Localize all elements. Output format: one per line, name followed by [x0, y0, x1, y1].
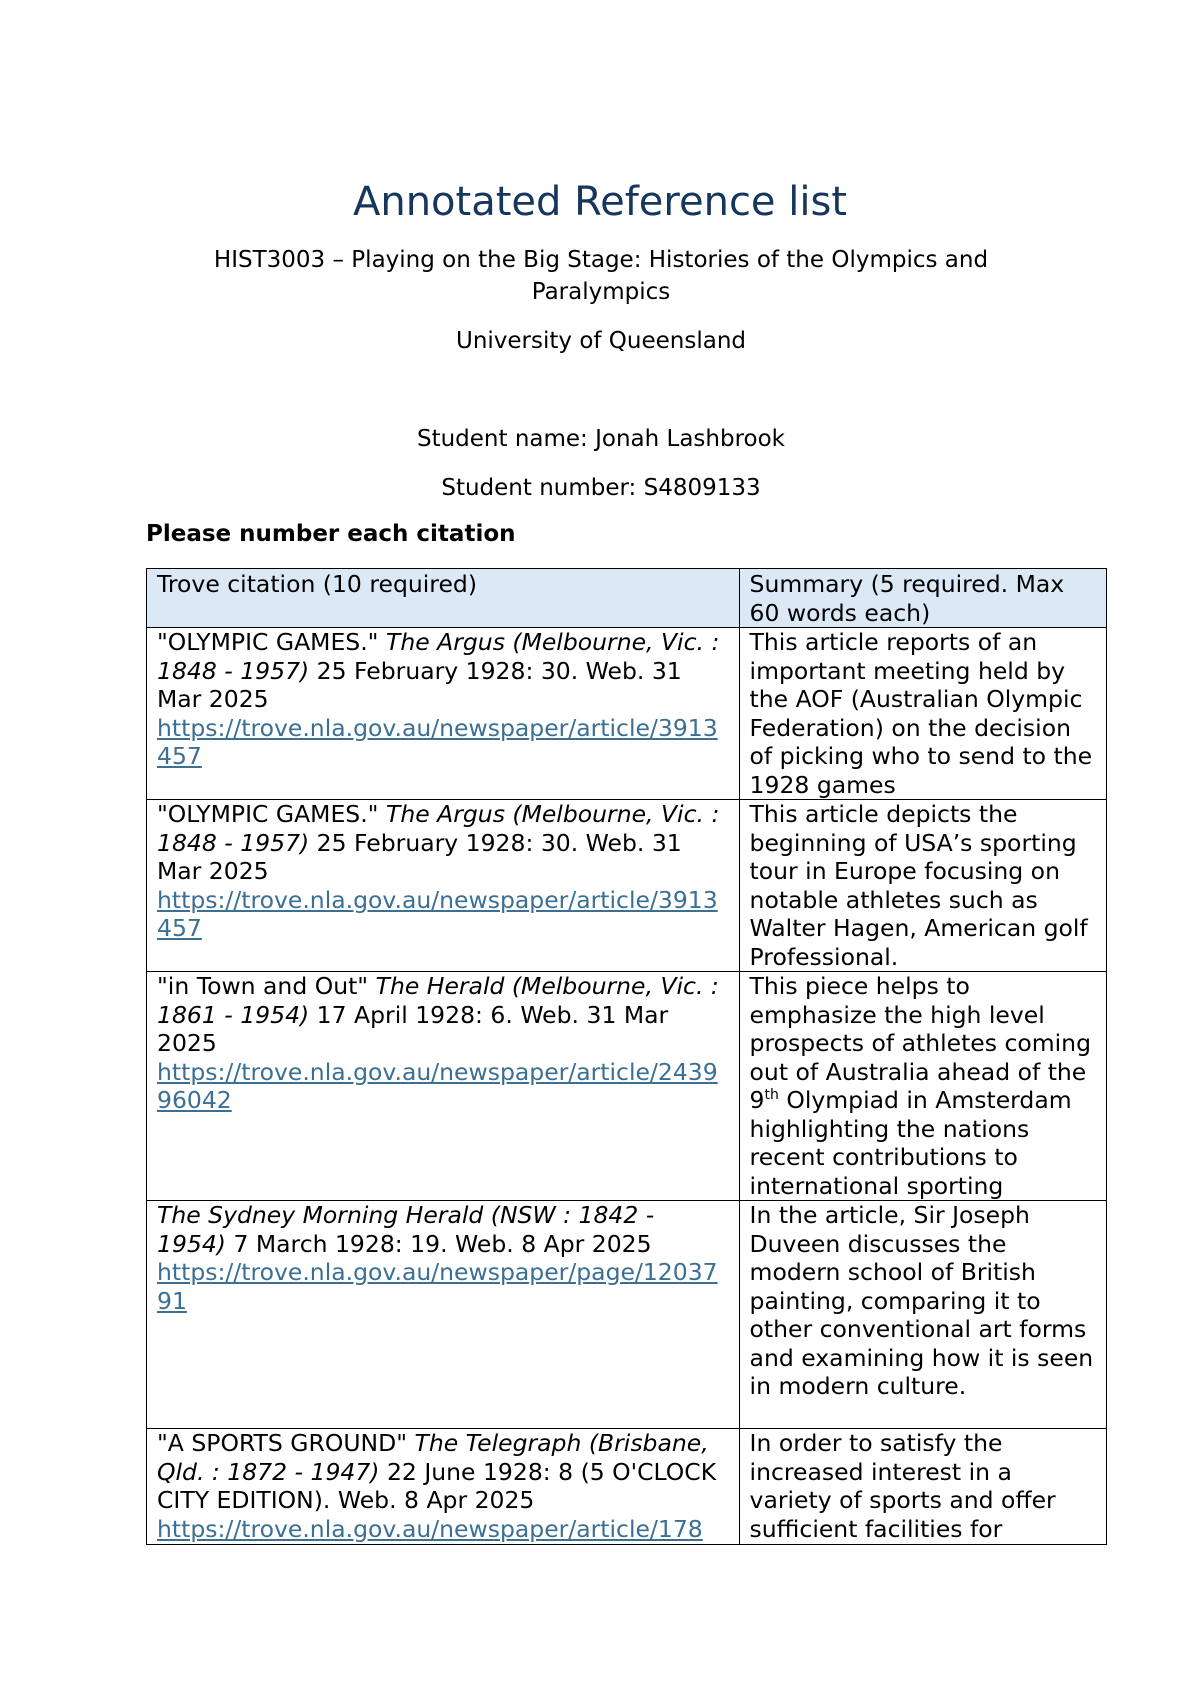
header-citation: Trove citation (10 required) [147, 569, 740, 628]
course-title-line-2: Paralympics [531, 279, 671, 305]
summary-cell: This article depicts the beginning of USA’s sporting tour in Europe focusing on notable athletes such as Walter Hagen, American golf Professional. [739, 800, 1106, 972]
citation-source: The Argus (Melbourne, Vic. : 1848 - 1957) [157, 628, 720, 685]
table-row [147, 972, 1107, 1201]
header-summary: Summary (5 required. Max 60 words each) [739, 569, 1106, 628]
citation-link[interactable]: https://trove.nla.gov.au/newspaper/article/178 [157, 1514, 703, 1543]
summary-text: This piece helps to emphasize the high level prospects of athletes coming out of Australia ahead of the 9 [749, 972, 1091, 1114]
instruction-heading: Please number each citation [146, 521, 516, 547]
citation-title: "A SPORTS GROUND" [157, 1429, 415, 1457]
summary-superscript: th [764, 1087, 779, 1104]
student-name: Student name: Jonah Lashbrook [416, 426, 786, 452]
summary-text: In order to satisfy the increased interest in a variety of sports and offer sufficient facilities for [749, 1429, 1056, 1543]
citation-cell [147, 972, 740, 1201]
summary-cell: In the article, Sir Joseph Duveen discusses the modern school of British painting, comparing it to other conventional art forms and examining how it is seen in modern culture. [739, 1201, 1106, 1429]
citation-cell [147, 800, 740, 972]
citation-date: 17 April 1928: 6. Web. 31 Mar 2025 [157, 1000, 669, 1057]
document-title: Annotated Reference list [352, 179, 848, 225]
citation-link[interactable]: https://trove.nla.gov.au/newspaper/page/1203791 [157, 1258, 718, 1315]
table-header-row [147, 569, 1107, 628]
citation-source: The Argus (Melbourne, Vic. : 1848 - 1957) [157, 800, 720, 857]
summary-cell [739, 972, 1106, 1201]
citation-title: "in Town and Out" [157, 972, 376, 1000]
university-name: University of Queensland [455, 328, 746, 354]
citation-date: 7 March 1928: 19. Web. 8 Apr 2025 [225, 1229, 652, 1258]
table-row [147, 1429, 1107, 1545]
citation-link[interactable]: https://trove.nla.gov.au/newspaper/article/243996042 [157, 1057, 718, 1114]
citation-cell [147, 628, 740, 800]
table-row [147, 800, 1107, 972]
course-title-line-1: HIST3003 – Playing on the Big Stage: Histories of the Olympics and [213, 247, 989, 273]
citation-date: 25 February 1928: 30. Web. 31 Mar 2025 [157, 656, 682, 713]
citation-title: "OLYMPIC GAMES." [157, 800, 386, 828]
citation-link[interactable]: https://trove.nla.gov.au/newspaper/article/3913457 [157, 885, 718, 942]
citation-title: "OLYMPIC GAMES." [157, 628, 386, 656]
table-row [147, 628, 1107, 800]
summary-text-continued: Olympiad in Amsterdam highlighting the nations recent contributions to international sporting [749, 1086, 1072, 1200]
student-number: Student number: S4809133 [441, 475, 761, 501]
summary-cell [739, 1429, 1106, 1545]
citation-source: The Telegraph (Brisbane, Qld. : 1872 - 1947) [157, 1429, 709, 1486]
table-row [147, 1201, 1107, 1429]
citation-source: The Sydney Morning Herald (NSW : 1842 - 1954) [157, 1201, 655, 1258]
citation-link[interactable]: https://trove.nla.gov.au/newspaper/article/3913457 [157, 713, 718, 770]
citation-date: 25 February 1928: 30. Web. 31 Mar 2025 [157, 828, 682, 885]
summary-cell: This article reports of an important meeting held by the AOF (Australian Olympic Federation) on the decision of picking who to send to the 1928 games [739, 628, 1106, 800]
citation-cell [147, 1201, 740, 1429]
citation-source: The Herald (Melbourne, Vic. : 1861 - 1954) [157, 972, 719, 1029]
citation-cell [147, 1429, 740, 1545]
citation-date: 22 June 1928: 8 (5 O'CLOCK CITY EDITION). Web. 8 Apr 2025 [157, 1457, 717, 1514]
reference-table [146, 568, 1107, 1545]
